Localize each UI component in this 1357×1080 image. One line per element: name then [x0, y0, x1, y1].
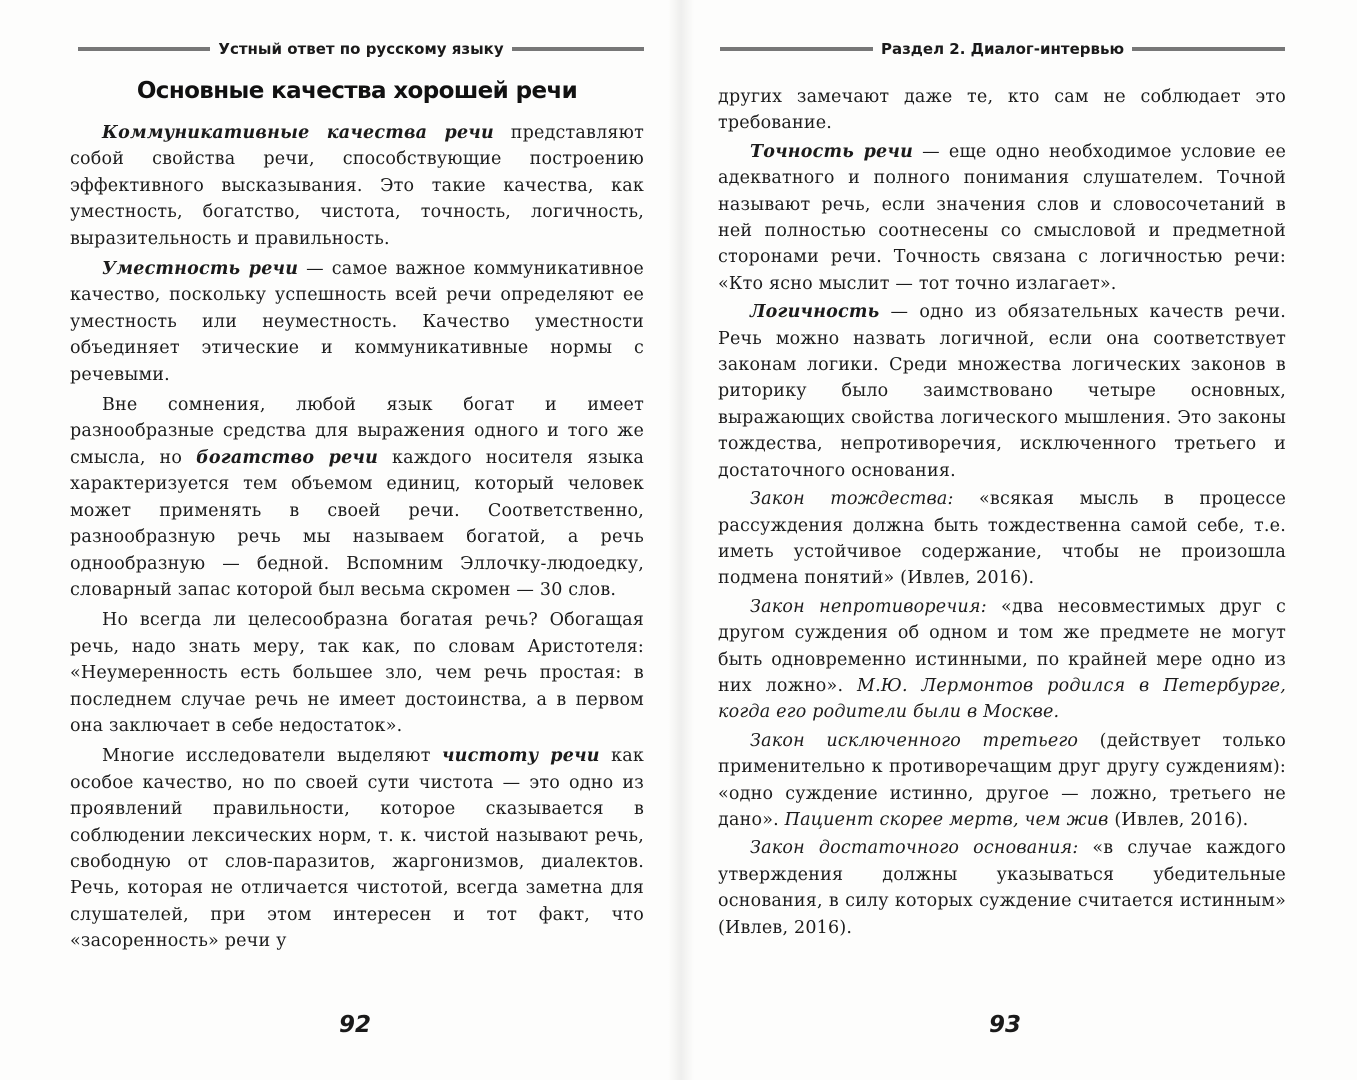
- right-page-text: [718, 84, 1286, 941]
- law-term: Закон тождества:: [750, 489, 954, 510]
- paragraph: [718, 594, 1286, 726]
- paragraph-text: представляют собой свойства речи, способствующие построению эффективного высказывания. Это такие качества, как уместность, богатство, чистота, точность, логичность, выразительность и правильность.: [70, 123, 644, 249]
- term: Коммуникативные качества речи: [102, 123, 494, 143]
- example: М.Ю. Лермонтов родился в Петербурге, когда его родители были в Москве.: [718, 675, 1286, 723]
- header-rule-left: [720, 47, 873, 51]
- paragraph-continued: [718, 84, 1286, 137]
- paragraph: [718, 835, 1286, 941]
- example: Пациент скорее мертв, чем жив: [784, 809, 1109, 830]
- section-title: Основные качества хорошей речи: [136, 78, 578, 104]
- law-term: Закон достаточного основания:: [750, 838, 1079, 859]
- paragraph-text: «два несовместимых друг с другом суждения об одном и том же предмете не могут быть одновременно истинными, по крайней мере одно из них ложно».: [718, 596, 1286, 696]
- page-number-right: 93: [989, 1012, 1022, 1038]
- paragraph: [718, 486, 1286, 592]
- paragraph: [70, 607, 644, 739]
- term: богатство речи: [196, 447, 379, 468]
- paragraph-text: — одно из обязательных качеств речи. Речь можно назвать логичной, если она соответствует законам логики. Среди множества логических законов в риторику было заимствовано четыре основных, выражающих свойства логического мышления. Это законы тождества, непротиворечия, исключенного третьего и достаточного основания.: [718, 302, 1286, 481]
- paragraph: [70, 392, 644, 603]
- running-header-title-right: Раздел 2. Диалог-интервью: [880, 40, 1125, 58]
- right-page: [680, 0, 1357, 1080]
- paragraph-text: других замечают даже те, кто сам не соблюдает это требование.: [718, 87, 1286, 134]
- term: чистоту речи: [441, 746, 600, 767]
- page-number-left: 92: [339, 1012, 372, 1038]
- paragraph-text: Но всегда ли целесообразна богатая речь? Обогащая речь, надо знать меру, так как, по словам Аристотеля: «Неумеренность есть большее зло, чем речь простая: в последнем случае речь не имеет достоинства, а в первом она заключает в себе недостаток».: [70, 610, 644, 736]
- paragraph-text: Вне сомнения, любой язык богат и имеет разнообразные средства для выражения одного и того же смысла, но: [70, 395, 644, 468]
- header-rule-left: [78, 47, 210, 51]
- paragraph-text: Многие исследователи выделяют: [102, 746, 442, 767]
- paragraph-text: — еще одно необходимое условие ее адекватного и полного понимания слушателем. Точной называют речь, если значения слов и словосочетаний в ней полностью соотнесены со смысловой и предметной сторонами речи. Точность связана с логичностью речи: «Кто ясно мыслит — тот точно излагает».: [718, 141, 1286, 294]
- law-term: Закон непротиворечия:: [750, 596, 987, 617]
- running-header-right: [720, 36, 1285, 62]
- left-page-text: [70, 120, 644, 955]
- paragraph-text: как особое качество, но по своей сути чистота — это одно из проявлений правильности, которое сказывается в соблюдении лексических норм, т. к. чистой называют речь, свободную от слов-паразитов, жаргонизмов, диалектов. Речь, которая не отличается чистотой, всегда заметна для слушателей, при этом интересен и тот факт, что «засоренность» речи у: [70, 746, 644, 952]
- paragraph-text: (действует только применительно к противоречащим друг другу суждениям): «одно суждение истинно, другое — ложно, третьего не дано».: [718, 730, 1286, 830]
- header-rule-right: [512, 47, 644, 51]
- running-header-left: [78, 36, 644, 62]
- term: Уместность речи: [102, 259, 299, 280]
- paragraph-text: «в случае каждого утверждения должны указываться убедительные основания, в силу которых суждение считается истинным» (Ивлев, 2016).: [718, 838, 1286, 938]
- running-header-title-left: Устный ответ по русскому языку: [218, 40, 504, 58]
- paragraph: [718, 728, 1286, 834]
- term: Точность речи: [750, 141, 913, 162]
- header-rule-right: [1132, 47, 1285, 51]
- paragraph-text: (Ивлев, 2016).: [1108, 809, 1249, 830]
- paragraph-text: каждого носителя языка характеризуется тем объемом единиц, который человек может применять в своей речи. Соответственно, разнообразную речь мы называем богатой, а речь однообразную — бедной. Вспомним Эллочку-людоедку, словарный запас которой был весьма скромен — 30 слов.: [70, 447, 644, 600]
- paragraph-text: «всякая мысль в процессе рассуждения должна быть тождественна самой себе, т.е. иметь устойчивое содержание, чтобы не произошла подмена понятий» (Ивлев, 2016).: [718, 489, 1286, 589]
- paragraph: [718, 139, 1286, 297]
- paragraph: [70, 120, 644, 252]
- paragraph: [718, 299, 1286, 484]
- term: Логичность: [750, 302, 880, 323]
- paragraph: [70, 256, 644, 388]
- paragraph-text: — самое важное коммуникативное качество, поскольку успешность всей речи определяют ее уместность или неуместность. Качество уместности объединяет этические и коммуникативные нормы с речевыми.: [70, 259, 644, 385]
- law-term: Закон исключенного третьего: [750, 730, 1079, 751]
- paragraph: [70, 743, 644, 954]
